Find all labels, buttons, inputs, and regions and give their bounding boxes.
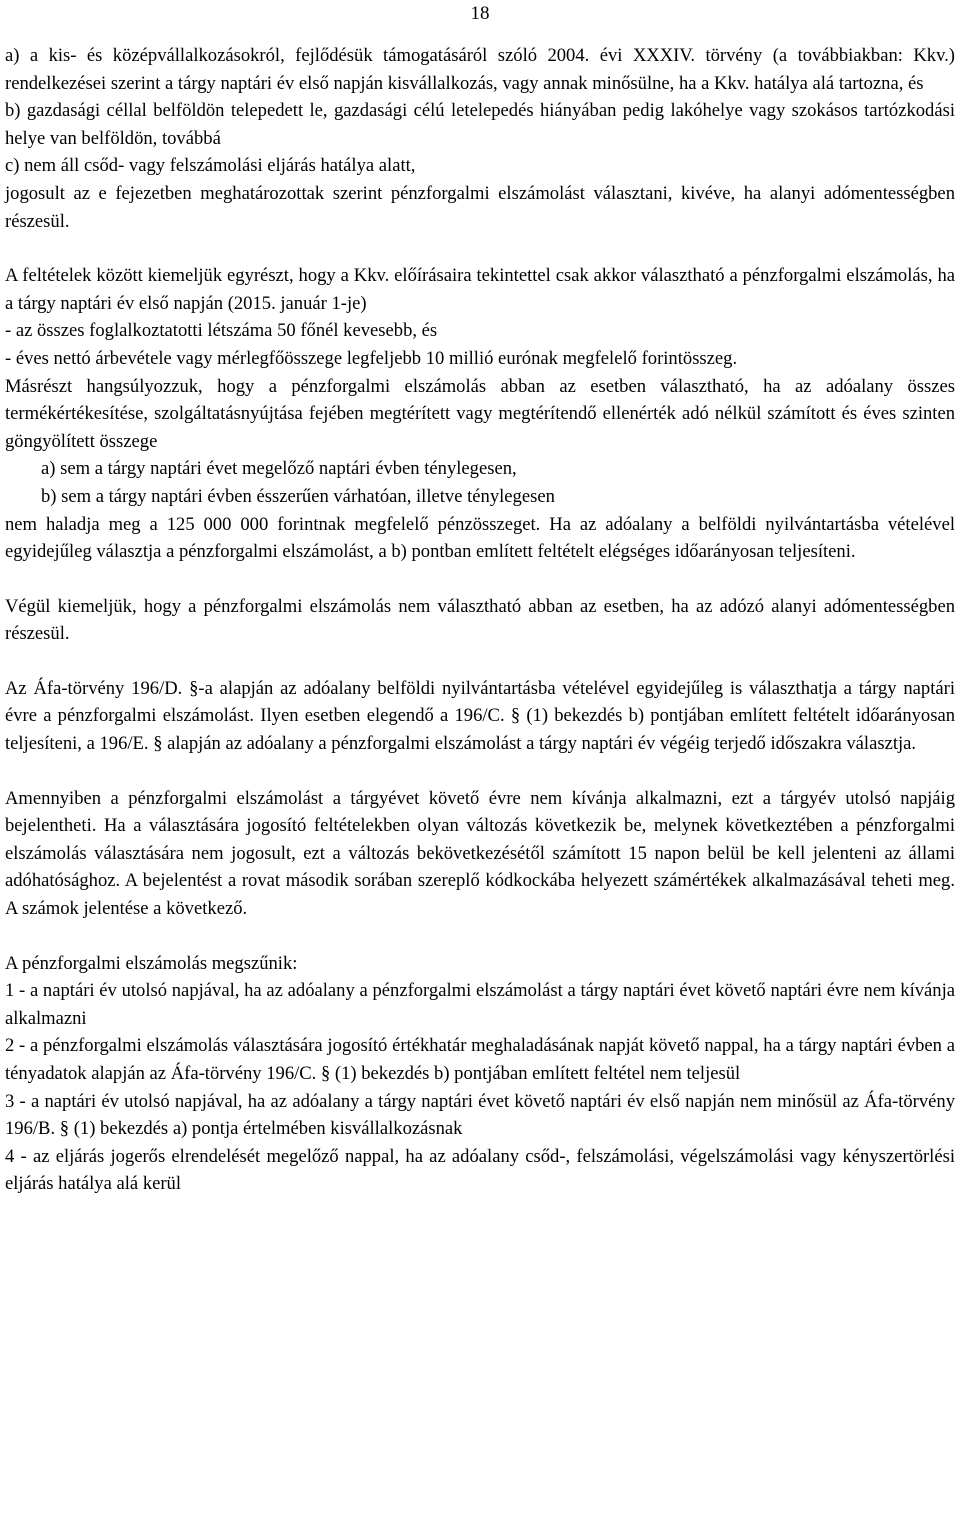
secondly-paragraph: Másrészt hangsúlyozzuk, hogy a pénzforgalmi elszámolás abban az esetben választható, ha az adóalany összes termékértékesítése, szolgáltatásnyújtása fejében megtérített vagy megtérítendő ellenérték adó nélkül számított és éves szinten göngyölített összege bbox=[5, 375, 955, 452]
termination-code-1: 1 - a naptári év utolsó napjával, ha az adóalany a pénzforgalmi elszámolást a tárgy naptári évet követő naptári évre nem kívánja alkalmazni bbox=[5, 980, 955, 1029]
list-item-b: b) sem a tárgy naptári évben ésszerűen várhatóan, illetve ténylegesen bbox=[41, 485, 555, 507]
condition-b-paragraph: b) gazdasági céllal belföldön telepedett le, gazdasági célú letelepedés hiányában pedig lakóhelye vagy szokásos tartózkodási helye van belföldön, továbbá bbox=[5, 100, 955, 149]
headcount-condition: - az összes foglalkoztatotti létszáma 50 főnél kevesebb, és bbox=[5, 320, 438, 342]
paragraph-gap bbox=[5, 566, 955, 593]
conditions-intro-paragraph: A feltételek között kiemeljük egyrészt, hogy a Kkv. előírásaira tekintettel csak akkor választható a pénzforgalmi elszámolás, ha a tárgy naptári év első napján (2015. január 1-je) bbox=[5, 265, 955, 314]
page-number: 18 bbox=[470, 3, 490, 24]
exemption-paragraph: Végül kiemeljük, hogy a pénzforgalmi elszámolás nem választható abban az esetben, ha az adózó alanyi adómentességben részesül. bbox=[5, 595, 955, 645]
list-item-a: a) sem a tárgy naptári évet megelőző naptári évben ténylegesen, bbox=[41, 458, 517, 480]
threshold-paragraph: nem haladja meg a 125 000 000 forintnak megfelelő pénzösszeget. Ha az adóalany a belföldi nyilvántartásba vételével egyidejűleg választja a pénzforgalmi elszámolást, a b) pontban említett feltételt elégséges időarányosan teljesíteni. bbox=[5, 513, 955, 563]
condition-c-paragraph: c) nem áll csőd- vagy felszámolási eljárás hatálya alatt, bbox=[5, 155, 416, 177]
paragraph-gap bbox=[5, 648, 955, 675]
paragraph-gap bbox=[5, 235, 955, 262]
termination-heading: A pénzforgalmi elszámolás megszűnik: bbox=[5, 952, 298, 974]
paragraph-gap bbox=[5, 758, 955, 785]
condition-a-paragraph: a) a kis- és középvállalkozásokról, fejlődésük támogatásáról szóló 2004. évi XXXIV. törvény (a továbbiakban: Kkv.) rendelkezései szerint a tárgy naptári év első napján kisvállalkozás, vagy annak minősülne, ha a Kkv. hatálya alá tartozna, és bbox=[5, 45, 955, 94]
notification-paragraph: Amennyiben a pénzforgalmi elszámolást a tárgyévet követő évre nem kívánja alkalmazni, ezt a tárgyév utolsó napjáig bejelentheti. Ha a választására jogosító feltételekben olyan változás következik be, melynek következtében a pénzforgalmi elszámolás választására nem jogosult, ezt a változás bekövetkezésétől számított 15 napon belül be kell jelenteni az állami adóhatósághoz. A bejelentést a rovat második sorában szereplő kódkockába helyezett számértékek alkalmazásával teheti meg. A számok jelentése a következő. bbox=[5, 787, 955, 920]
termination-code-4: 4 - az eljárás jogerős elrendelését megelőző nappal, ha az adóalany csőd-, felszámolási, végelszámolási vagy kényszertörlési eljárás hatálya alá kerül bbox=[5, 1145, 955, 1195]
termination-code-2: 2 - a pénzforgalmi elszámolás választására jogosító értékhatár meghaladásának napját követő nappal, ha a tárgy naptári évben a tényadatok alapján az Áfa-törvény 196/C. § (1) bekezdés b) pontjában említett feltétel nem teljesül bbox=[5, 1035, 955, 1084]
revenue-condition: - éves nettó árbevétele vagy mérlegfőösszege legfeljebb 10 millió eurónak megfelelő forintösszeg. bbox=[5, 347, 738, 369]
eligibility-paragraph: jogosult az e fejezetben meghatározottak szerint pénzforgalmi elszámolást választani, kivéve, ha alanyi adómentességben részesül. bbox=[5, 182, 955, 232]
termination-code-3: 3 - a naptári év utolsó napjával, ha az adóalany a tárgy naptári évet követő naptári év első napján nem minősül az Áfa-törvény 196/B. § (1) bekezdés a) pontja értelmében kisvállalkozásnak bbox=[5, 1090, 955, 1140]
paragraph-gap bbox=[5, 923, 955, 950]
afa-law-paragraph: Az Áfa-törvény 196/D. §-a alapján az adóalany belföldi nyilvántartásba vételével egyidejűleg is választhatja a tárgy naptári évre a pénzforgalmi elszámolást. Ilyen esetben elegendő a 196/C. § (1) bekezdés b) pontjában említett feltételt időarányosan teljesíteni, a 196/E. § alapján az adóalany a pénzforgalmi elszámolást a tárgy naptári év végéig terjedő időszakra választja. bbox=[5, 677, 955, 755]
page-content bbox=[5, 42, 955, 1198]
